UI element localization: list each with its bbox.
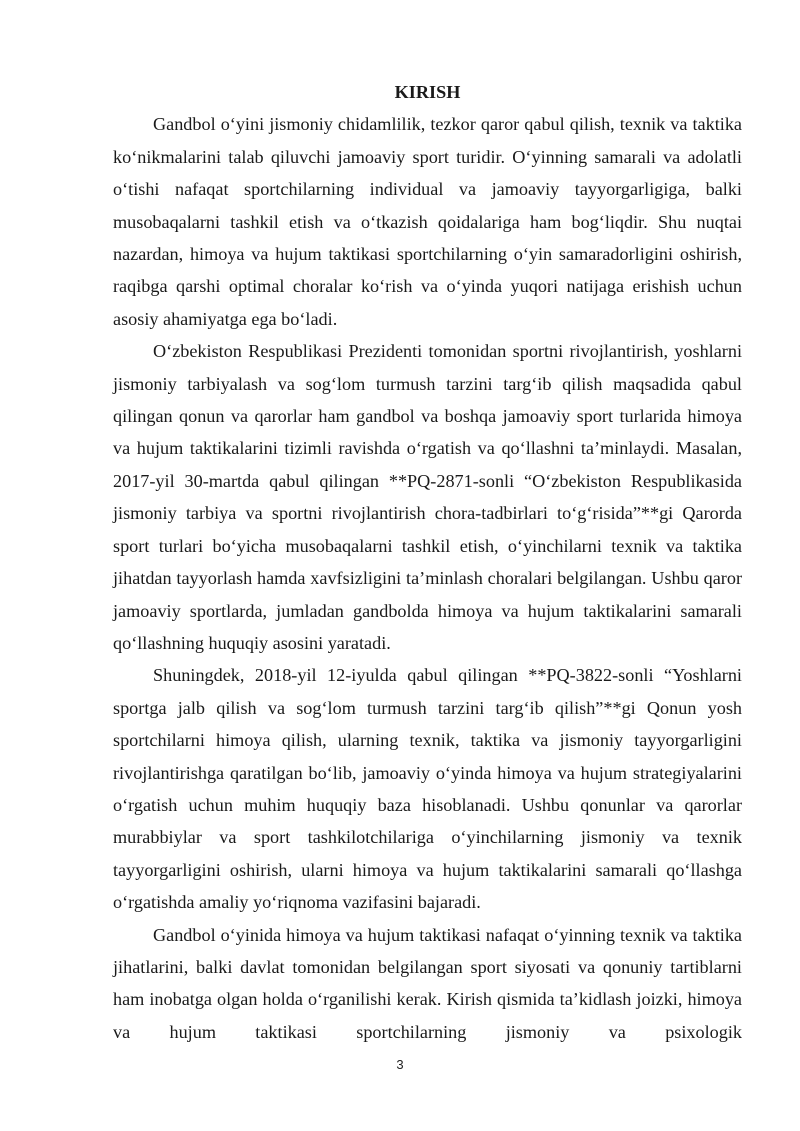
page-body [113, 76, 742, 1048]
paragraph-4: Gandbol oʻyinida himoya va hujum taktikasi nafaqat oʻyinning texnik va taktika jihatlarini, balki davlat tomonidan belgilangan sport siyosati va qonuniy tartiblarni ham inobatga olgan holda oʻrganilishi kerak. Kirish qismida taʼkidlash joizki, himoya va hujum taktikasi sportchilarning jismoniy va psixologik [113, 924, 742, 1042]
section-title: KIRISH [394, 82, 461, 102]
paragraph-2: Oʻzbekiston Respublikasi Prezidenti tomonidan sportni rivojlantirish, yoshlarni jismoniy tarbiyalash va sogʻlom turmush tarzini targʻib qilish maqsadida qabul qilingan qonun va qarorlar ham gandbol va boshqa jamoaviy sport turlarida himoya va hujum taktikalarini tizimli ravishda oʻrgatish va qoʻllashni taʼminlaydi. Masalan, 2017-yil 30-martda qabul qilingan **PQ-2871-sonli “Oʻzbekiston Respublikasida jismoniy tarbiya va sportni rivojlantirish chora-tadbirlari toʻgʻrisida”**gi Qarorda sport turlari boʻyicha musobaqalarni tashkil etish, oʻyinchilarni texnik va taktika jihatdan tayyorlash hamda xavfsizligini taʼminlash choralari belgilangan. Ushbu qaror jamoaviy sportlarda, jumladan gandbolda himoya va hujum taktikalarini samarali qoʻllashning huquqiy asosini yaratadi. [113, 341, 742, 653]
paragraph-1: Gandbol oʻyini jismoniy chidamlilik, tezkor qaror qabul qilish, texnik va taktika koʻnikmalarini talab qiluvchi jamoaviy sport turidir. Oʻyinning samarali va adolatli oʻtishi nafaqat sportchilarning individual va jamoaviy tayyorgarligiga, balki musobaqalarni tashkil etish va oʻtkazish qoidalariga ham bogʻliqdir. Shu nuqtai nazardan, himoya va hujum taktikasi sportchilarning oʻyin samaradorligini oshirish, raqibga qarshi optimal choralar koʻrish va oʻyinda yuqori natijaga erishish uchun asosiy ahamiyatga ega boʻladi. [113, 114, 742, 329]
paragraph-3: Shuningdek, 2018-yil 12-iyulda qabul qilingan **PQ-3822-sonli “Yoshlarni sportga jalb qilish va sogʻlom turmush tarzini targʻib qilish”**gi Qonun yosh sportchilarni himoya qilish, ularning texnik, taktika va jismoniy tayyorgarligini rivojlantirishga qaratilgan boʻlib, jamoaviy oʻyinda himoya va hujum strategiyalarini oʻrgatish uchun muhim huquqiy baza hisoblanadi. Ushbu qonunlar va qarorlar murabbiylar va sport tashkilotchilariga oʻyinchilarning jismoniy va texnik tayyorgarligini oshirish, ularni himoya va hujum taktikalarini samarali qoʻllashga oʻrgatishda amaliy yoʻriqnoma vazifasini bajaradi. [113, 665, 742, 913]
page-number: 3 [396, 1057, 404, 1072]
